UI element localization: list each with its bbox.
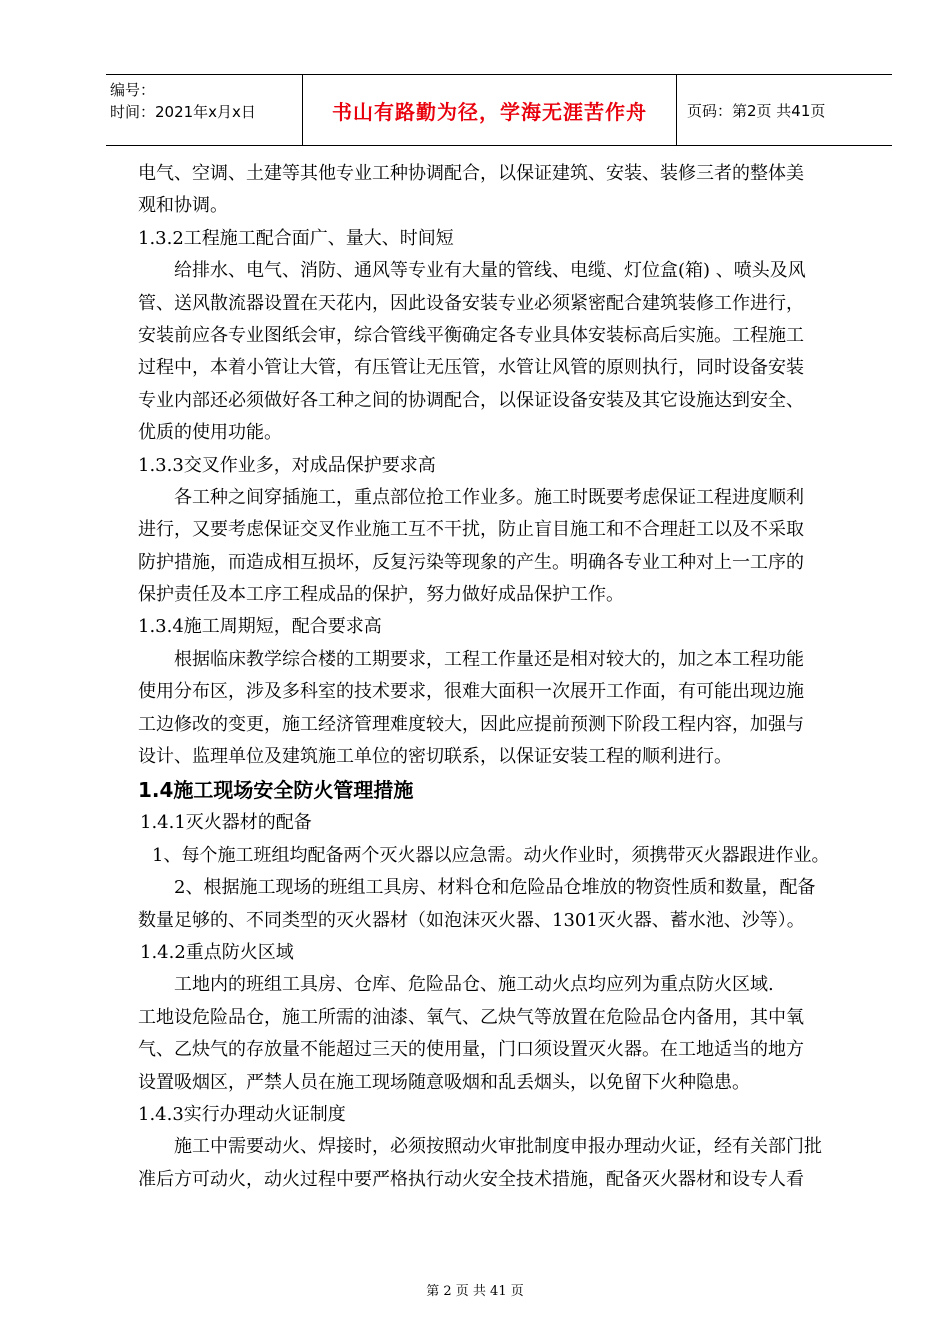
time-label: 时间：2021年x月x日 <box>110 103 256 121</box>
subsection-heading: 1.3.4施工周期短，配合要求高 <box>138 616 382 638</box>
subsection-heading: 1.3.2工程施工配合面广、量大、时间短 <box>138 227 454 249</box>
paragraph-line: 优质的使用功能。 <box>138 422 282 444</box>
subsection-heading: 1.4.1灭火器材的配备 <box>140 812 312 834</box>
paragraph-line: 电气、空调、土建等其他专业工种协调配合，以保证建筑、安装、装修三者的整体美 <box>138 163 804 184</box>
paragraph-line: 给排水、电气、消防、通风等专业有大量的管线、电缆、灯位盒(箱) 、喷头及风 <box>174 260 806 282</box>
paragraph-line: 过程中，本着小管让大管，有压管让无压管，水管让风管的原则执行，同时设备安装 <box>138 357 804 379</box>
section-title: 1.4施工现场安全防火管理措施 <box>138 778 414 803</box>
paragraph-line: 工地设危险品仓，施工所需的油漆、氧气、乙炔气等放置在危险品仓内备用，其中氧 <box>138 1006 804 1028</box>
paragraph-line: 防护措施，而造成相互损坏，反复污染等现象的产生。明确各专业工种对上一工序的 <box>138 551 804 573</box>
paragraph-line: 2、根据施工现场的班组工具房、材料仓和危险品仓堆放的物资性质和数量，配备 <box>174 877 816 899</box>
paragraph-line: 保护责任及本工序工程成品的保护，努力做好成品保护工作。 <box>138 584 624 606</box>
paragraph-line: 根据临床教学综合楼的工期要求，工程工作量还是相对较大的，加之本工程功能 <box>174 648 804 670</box>
header-meta <box>106 75 303 145</box>
subsection-heading: 1.4.2重点防火区域 <box>140 941 294 963</box>
paragraph-line: 数量足够的、不同类型的灭火器材（如泡沫灭火器、1301灭火器、蓄水池、沙等）。 <box>138 909 805 931</box>
header-motto: 书山有路勤为径，学海无涯苦作舟 <box>303 75 677 145</box>
header-page-info: 页码：第2页 共41页 <box>687 101 826 120</box>
subsection-heading: 1.3.3交叉作业多，对成品保护要求高 <box>138 454 436 476</box>
paragraph-line: 观和协调。 <box>138 195 228 217</box>
serial-label: 编号： <box>110 81 156 99</box>
paragraph-line: 管、送风散流器设置在天花内，因此设备安装专业必须紧密配合建筑装修工作进行， <box>138 292 804 314</box>
subsection-heading: 1.4.3实行办理动火证制度 <box>138 1103 346 1125</box>
paragraph-line: 施工中需要动火、焊接时，必须按照动火审批制度申报办理动火证，经有关部门批 <box>174 1136 822 1158</box>
paragraph-line: 设计、监理单位及建筑施工单位的密切联系，以保证安装工程的顺利进行。 <box>138 746 732 768</box>
paragraph-line: 1、每个施工班组均配备两个灭火器以应急需。动火作业时，须携带灭火器跟进作业。 <box>152 844 830 866</box>
page-footer: 第 2 页 共 41 页 <box>426 1284 524 1299</box>
paragraph-line: 进行，又要考虑保证交叉作业施工互不干扰，防止盲目施工和不合理赶工以及不采取 <box>138 519 804 541</box>
paragraph-line: 设置吸烟区，严禁人员在施工现场随意吸烟和乱丢烟头，以免留下火种隐患。 <box>138 1071 750 1093</box>
paragraph-line: 各工种之间穿插施工，重点部位抢工作业多。施工时既要考虑保证工程进度顺利 <box>174 486 804 508</box>
paragraph-line: 使用分布区，涉及多科室的技术要求，很难大面积一次展开工作面，有可能出现边施 <box>138 681 804 703</box>
paragraph-line: 专业内部还必须做好各工种之间的协调配合，以保证设备安装及其它设施达到安全、 <box>138 389 804 411</box>
paragraph-line: 工地内的班组工具房、仓库、危险品仓、施工动火点均应列为重点防火区域. <box>174 974 774 996</box>
document-body <box>138 158 864 1196</box>
paragraph-line: 工边修改的变更，施工经济管理难度较大，因此应提前预测下阶段工程内容，加强与 <box>138 713 804 735</box>
page-header <box>106 74 892 146</box>
paragraph-line: 安装前应各专业图纸会审，综合管线平衡确定各专业具体安装标高后实施。工程施工 <box>138 324 804 346</box>
paragraph-line: 准后方可动火，动火过程中要严格执行动火安全技术措施，配备灭火器材和设专人看 <box>138 1168 804 1190</box>
paragraph-line: 气、乙炔气的存放量不能超过三天的使用量，门口须设置灭火器。在工地适当的地方 <box>138 1039 804 1061</box>
